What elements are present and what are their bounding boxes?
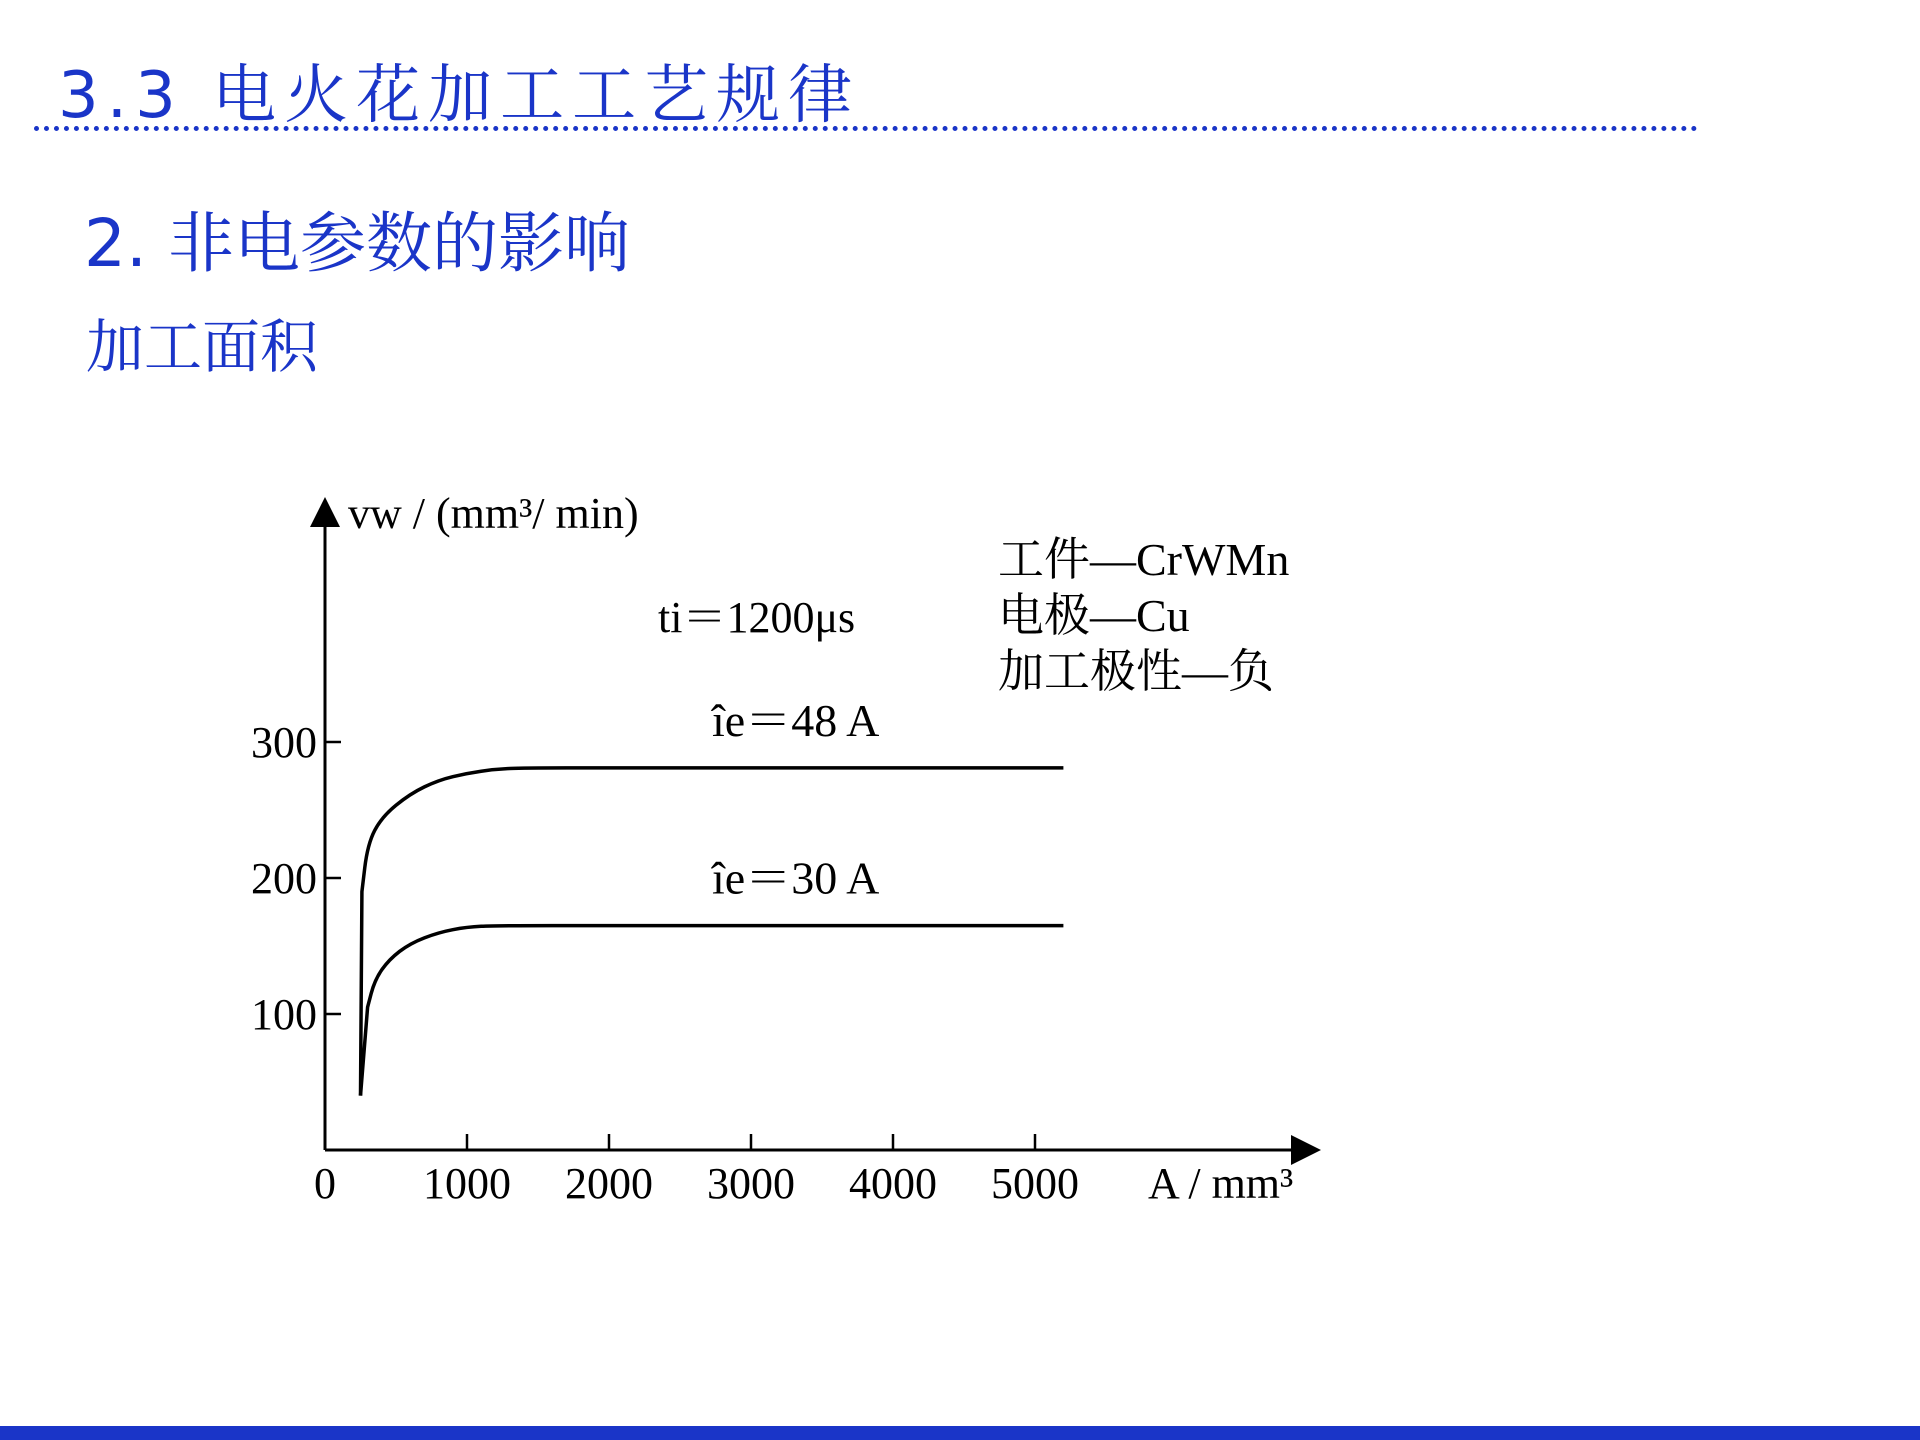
- series-label-2: îe＝30 A: [712, 852, 880, 904]
- y-tick-label: 300: [251, 718, 317, 767]
- x-axis-label: A / mm³: [1148, 1159, 1294, 1208]
- condition-annotation-2: 电极—Cu: [998, 590, 1190, 641]
- series-line-2: [361, 926, 1064, 1096]
- section-subheading: 加工面积: [86, 313, 319, 381]
- x-tick-label: 4000: [849, 1159, 937, 1208]
- series-line-1: [361, 768, 1064, 1096]
- y-tick-label: 100: [251, 990, 317, 1039]
- condition-annotation-3: 加工极性—负: [998, 646, 1274, 697]
- x-tick-label: 2000: [565, 1159, 653, 1208]
- footer-bar: [0, 1426, 1920, 1440]
- x-tick-label: 0: [314, 1159, 336, 1208]
- slide-title: 3.3 电火花加工工艺规律: [58, 59, 861, 133]
- y-axis-label: vw / (mm³/ min): [348, 489, 639, 538]
- x-tick-label: 1000: [423, 1159, 511, 1208]
- x-tick-label: 5000: [991, 1159, 1079, 1208]
- section-heading: 2. 非电参数的影响: [84, 205, 630, 282]
- condition-annotation-1: 工件—CrWMn: [998, 534, 1290, 585]
- pulse-width-annotation: ti＝1200μs: [658, 593, 856, 642]
- x-tick-label: 3000: [707, 1159, 795, 1208]
- y-tick-label: 200: [251, 854, 317, 903]
- series-label-1: îe＝48 A: [712, 694, 880, 746]
